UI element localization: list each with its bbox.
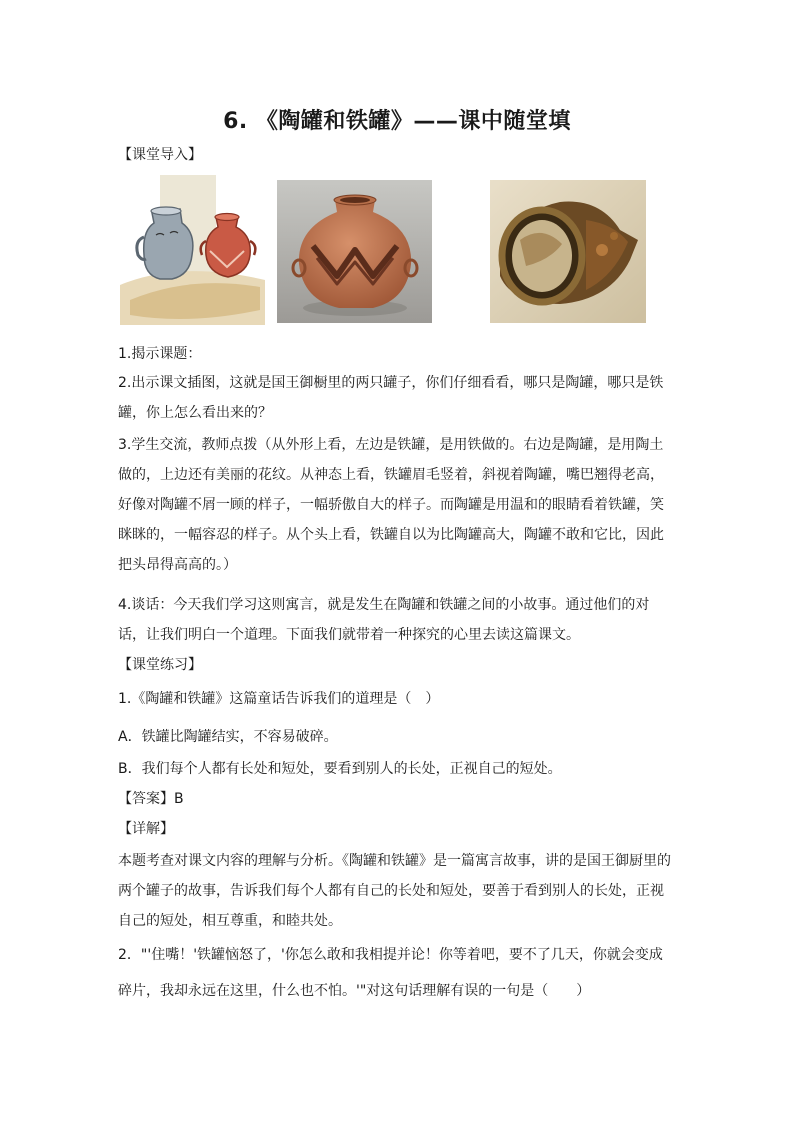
photo-rusted-iron-jar-icon <box>490 180 646 323</box>
intro-item-4-line-2: 话，让我们明白一个道理。下面我们就带着一种探究的心里去读这篇课文。 <box>118 627 580 643</box>
intro-item-3-line-2: 做的，上边还有美丽的花纹。从神态上看，铁罐眉毛竖着，斜视着陶罐，嘴巴翘得老高， <box>118 467 664 483</box>
photo-painted-clay-jar-icon <box>277 180 432 323</box>
question-1-stem: 1.《陶罐和铁罐》这篇童话告诉我们的道理是（ ） <box>118 691 440 707</box>
question-1-explain-line-1: 本题考查对课文内容的理解与分析。《陶罐和铁罐》是一篇寓言故事，讲的是国王御厨里的 <box>118 853 671 869</box>
question-1-explain-heading: 【详解】 <box>118 821 174 837</box>
intro-item-2-line-2: 罐，你上怎么看出来的？ <box>118 405 272 421</box>
intro-item-3-line-5: 把头昂得高高的。） <box>118 557 237 573</box>
intro-item-1: 1.揭示课题： <box>118 346 202 362</box>
intro-item-2-line-1: 2.出示课文插图，这就是国王御橱里的两只罐子，你们仔细看看，哪只是陶罐，哪只是铁 <box>118 375 664 391</box>
section-heading-practice: 【课堂练习】 <box>118 657 202 673</box>
intro-item-3-line-1: 3.学生交流，教师点拨（从外形上看，左边是铁罐，是用铁做的。右边是陶罐，是用陶土 <box>118 437 664 453</box>
question-1-explain-line-3: 自己的短处，相互尊重，和睦共处。 <box>118 913 342 929</box>
image-strip <box>120 175 646 325</box>
question-1-explain-line-2: 两个罐子的故事，告诉我们每个人都有自己的长处和短处，要善于看到别人的长处，正视 <box>118 883 664 899</box>
intro-item-3-line-4: 眯眯的，一幅容忍的样子。从个头上看，铁罐自以为比陶罐高大，陶罐不敢和它比，因此 <box>118 527 664 543</box>
question-1-answer: 【答案】B <box>118 791 184 807</box>
question-1-option-a: A．铁罐比陶罐结实，不容易破碎。 <box>118 729 338 745</box>
page-title: 6. 《陶罐和铁罐》——课中随堂填 <box>223 109 571 134</box>
question-2-line-1: 2．"'住嘴！'铁罐恼怒了，'你怎么敢和我相提并论！你等着吧，要不了几天，你就会变成 <box>118 947 663 963</box>
section-heading-intro: 【课堂导入】 <box>118 147 202 163</box>
illustration-iron-jar-and-clay-jar-icon <box>120 175 265 325</box>
question-1-option-b: B．我们每个人都有长处和短处，要看到别人的长处，正视自己的短处。 <box>118 761 562 777</box>
question-2-line-2: 碎片，我却永远在这里，什么也不怕。'"对这句话理解有误的一句是（ ） <box>118 983 591 999</box>
intro-item-3-line-3: 好像对陶罐不屑一顾的样子，一幅骄傲自大的样子。而陶罐是用温和的眼睛看着铁罐，笑 <box>118 497 664 513</box>
intro-item-4-line-1: 4.谈话：今天我们学习这则寓言，就是发生在陶罐和铁罐之间的小故事。通过他们的对 <box>118 597 650 613</box>
